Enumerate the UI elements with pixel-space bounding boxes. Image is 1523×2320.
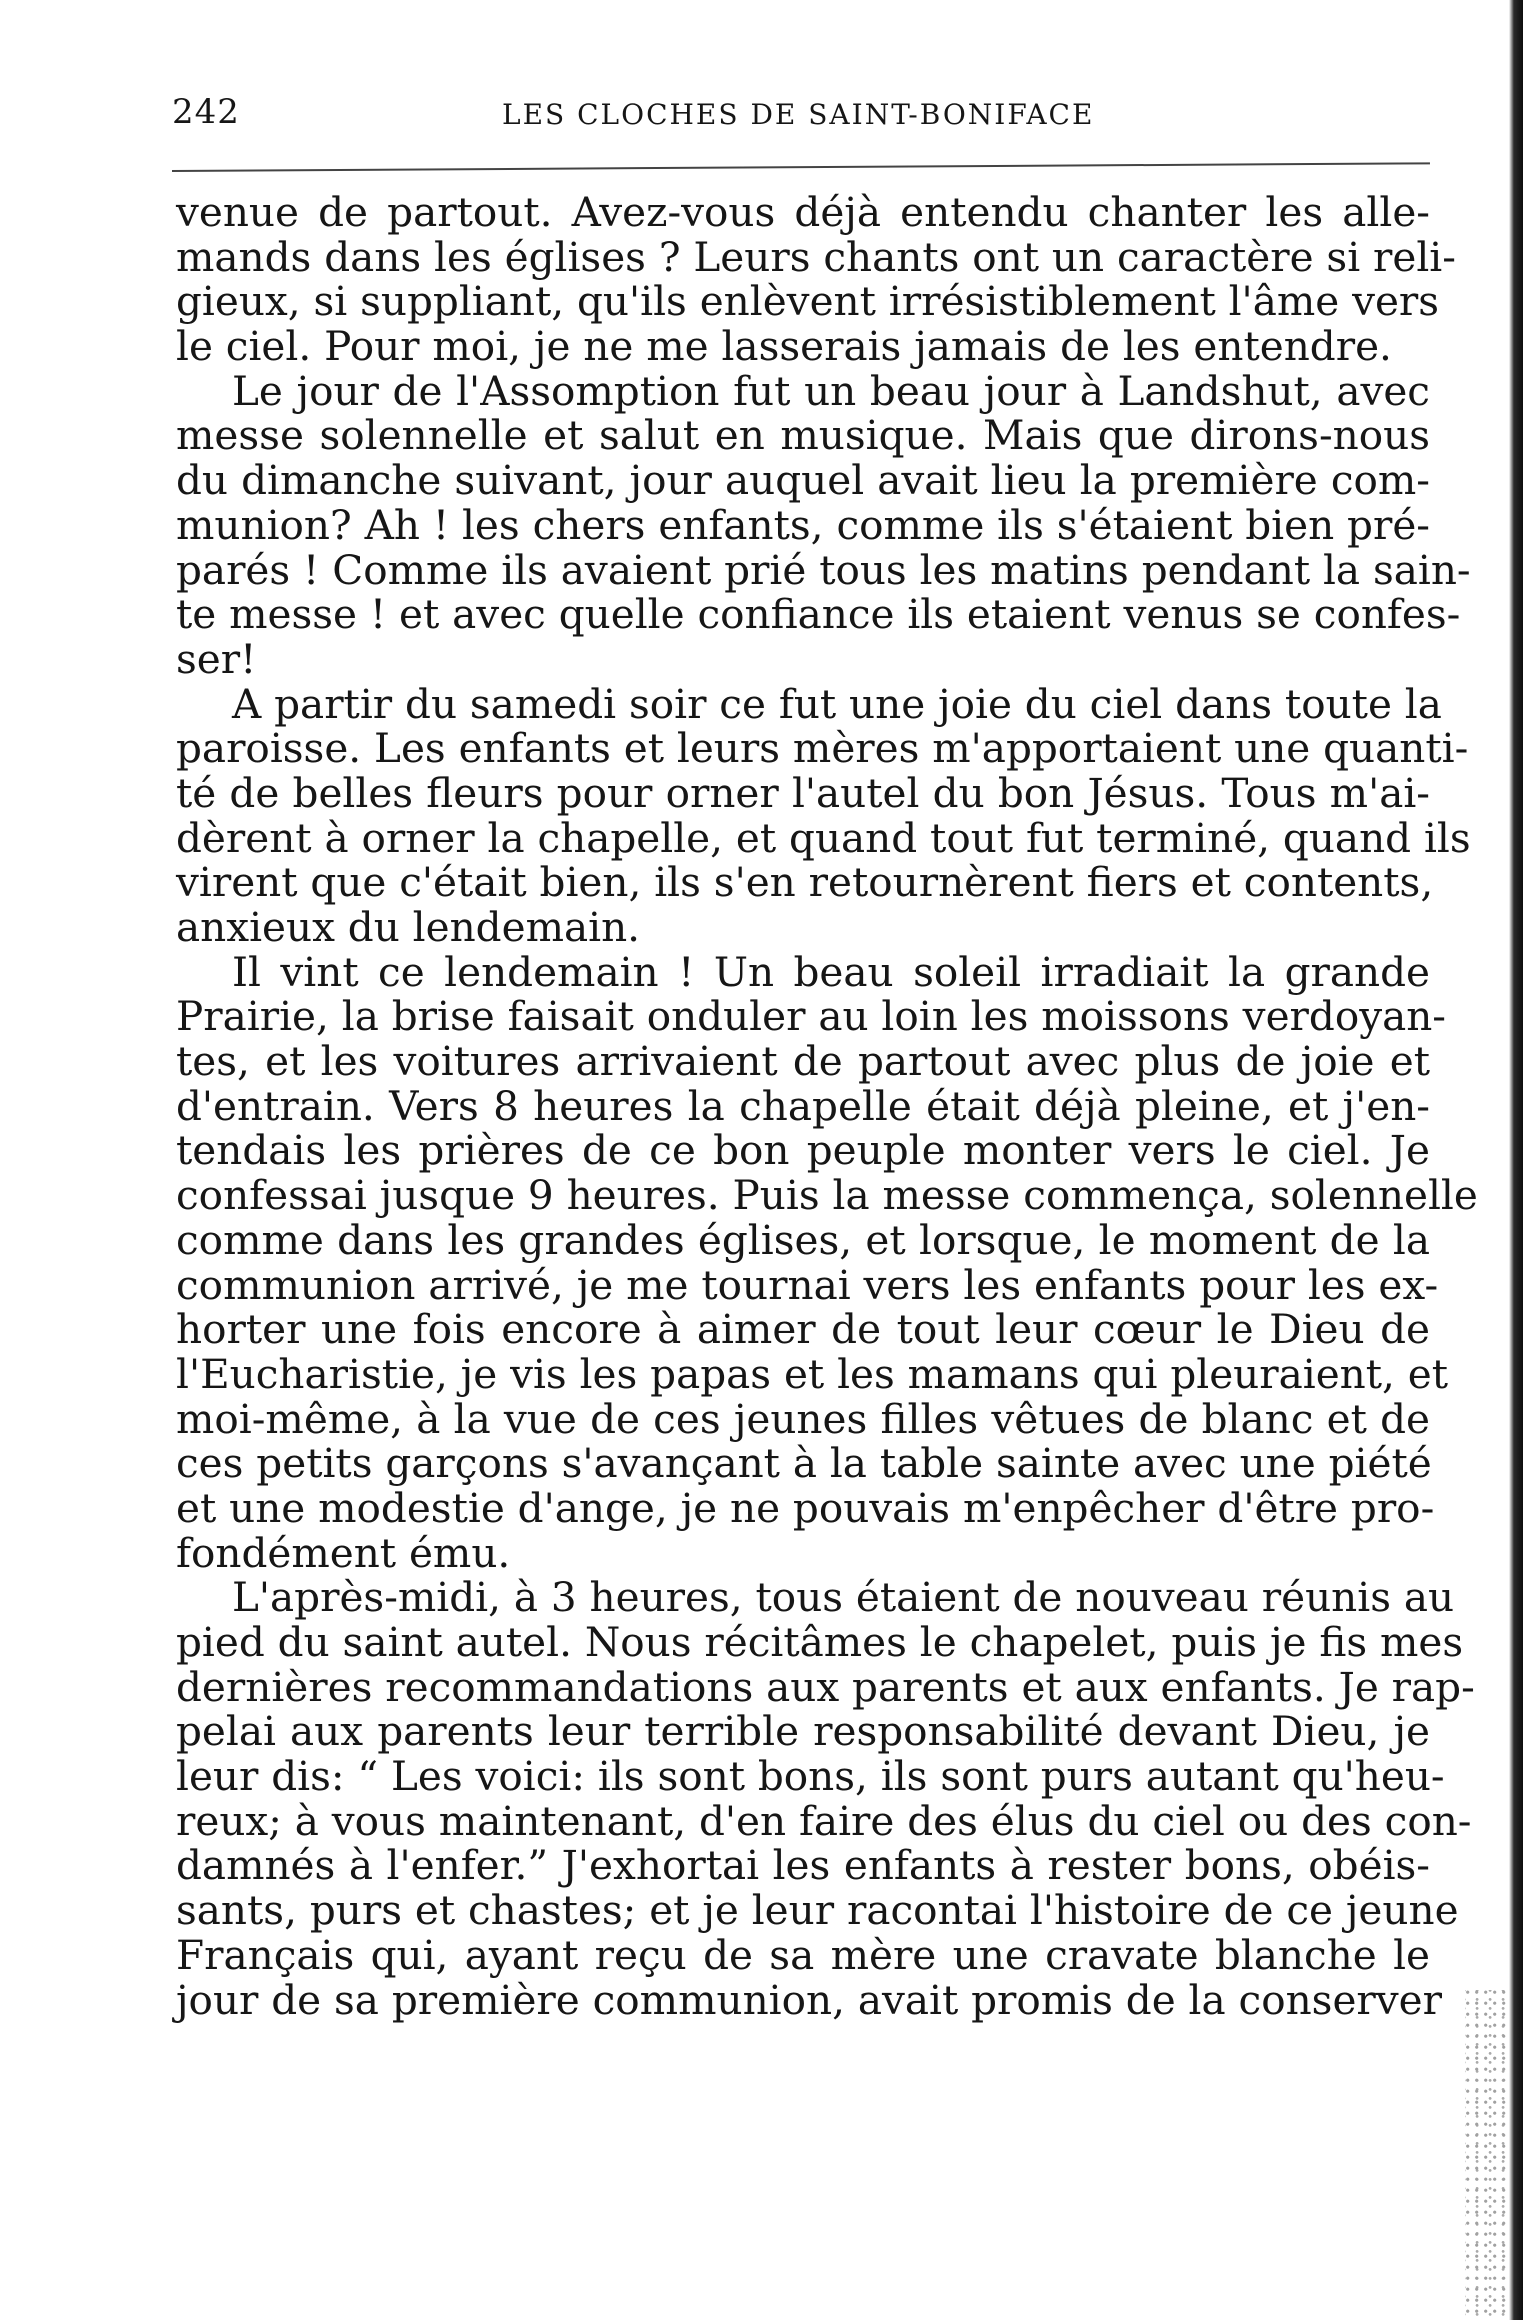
text-line: messe solennelle et salut en musique. Mais que dirons-nous bbox=[176, 411, 1430, 460]
body-text bbox=[176, 188, 1478, 2024]
text-line: d'entrain. Vers 8 heures la chapelle était déjà pleine, et j'en- bbox=[176, 1081, 1430, 1130]
text-line: paroisse. Les enfants et leurs mères m'apportaient une quanti- bbox=[176, 724, 1469, 773]
text-line: communion arrivé, je me tournai vers les enfants pour les ex- bbox=[176, 1260, 1439, 1309]
text-line: du dimanche suivant, jour auquel avait lieu la première com- bbox=[176, 456, 1430, 505]
text-line: mands dans les églises ? Leurs chants ont un caractère si reli- bbox=[176, 232, 1456, 281]
header-rule bbox=[172, 162, 1430, 172]
text-line: gieux, si suppliant, qu'ils enlèvent irrésistiblement l'âme vers bbox=[176, 277, 1440, 326]
text-line: l'Eucharistie, je vis les papas et les mamans qui pleuraient, et bbox=[176, 1349, 1449, 1398]
page-edge-speckle bbox=[1465, 1990, 1509, 2320]
page-edge-shadow bbox=[1509, 0, 1523, 2320]
text-line: le ciel. Pour moi, je ne me lasserais jamais de les entendre. bbox=[176, 322, 1392, 371]
text-line: L'après-midi, à 3 heures, tous étaient de nouveau réunis au bbox=[232, 1573, 1455, 1622]
text-line: Il vint ce lendemain ! Un beau soleil irradiait la grande bbox=[232, 947, 1430, 996]
page-number: 242 bbox=[172, 92, 240, 132]
text-line: damnés à l'enfer.” J'exhortai les enfants à rester bons, obéis- bbox=[176, 1841, 1430, 1890]
text-line: tes, et les voitures arrivaient de partout avec plus de joie et bbox=[176, 1037, 1430, 1086]
text-line: ces petits garçons s'avançant à la table sainte avec une piété bbox=[176, 1439, 1432, 1488]
text-line: confessai jusque 9 heures. Puis la messe commença, solennelle bbox=[176, 1171, 1478, 1220]
text-line: tendais les prières de ce bon peuple monter vers le ciel. Je bbox=[176, 1126, 1430, 1175]
text-line: Le jour de l'Assomption fut un beau jour à Landshut, avec bbox=[232, 366, 1430, 415]
text-line: jour de sa première communion, avait promis de la conserver bbox=[176, 1975, 1442, 2024]
text-line: parés ! Comme ils avaient prié tous les matins pendant la sain- bbox=[176, 545, 1471, 594]
running-title: LES CLOCHES DE SAINT-BONIFACE bbox=[502, 98, 1095, 131]
text-line: anxieux du lendemain. bbox=[176, 903, 641, 951]
text-line: te messe ! et avec quelle confiance ils etaient venus se confes- bbox=[176, 590, 1461, 639]
text-line: pied du saint autel. Nous récitâmes le chapelet, puis je fis mes bbox=[176, 1618, 1464, 1666]
text-line: horter une fois encore à aimer de tout leur cœur le Dieu de bbox=[176, 1305, 1430, 1354]
text-line: pelai aux parents leur terrible responsabilité devant Dieu, je bbox=[176, 1707, 1430, 1756]
text-line: et une modestie d'ange, je ne pouvais m'enpêcher d'être pro- bbox=[176, 1483, 1435, 1532]
text-line: venue de partout. Avez-vous déjà entendu chanter les alle- bbox=[176, 188, 1430, 236]
text-line: ser! bbox=[176, 634, 257, 683]
text-line: A partir du samedi soir ce fut une joie du ciel dans toute la bbox=[232, 679, 1442, 728]
text-line: Prairie, la brise faisait onduler au loin les moissons verdoyan- bbox=[176, 992, 1446, 1041]
text-line: comme dans les grandes églises, et lorsque, le moment de la bbox=[176, 1215, 1430, 1264]
page-header bbox=[172, 92, 1430, 144]
text-line: fondément ému. bbox=[176, 1528, 511, 1577]
text-line: leur dis: “ Les voici: ils sont bons, ils sont purs autant qu'heu- bbox=[176, 1752, 1445, 1801]
text-line: sants, purs et chastes; et je leur racontai l'histoire de ce jeune bbox=[176, 1886, 1459, 1935]
text-line: Français qui, ayant reçu de sa mère une cravate blanche le bbox=[176, 1930, 1430, 1979]
text-line: dernières recommandations aux parents et aux enfants. Je rap- bbox=[176, 1662, 1475, 1711]
text-line: dèrent à orner la chapelle, et quand tout fut terminé, quand ils bbox=[176, 813, 1471, 862]
text-line: té de belles fleurs pour orner l'autel du bon Jésus. Tous m'ai- bbox=[176, 768, 1430, 817]
text-line: munion? Ah ! les chers enfants, comme ils s'étaient bien pré- bbox=[176, 500, 1430, 549]
text-line: moi-même, à la vue de ces jeunes filles vêtues de blanc et de bbox=[176, 1394, 1430, 1443]
text-line: reux; à vous maintenant, d'en faire des élus du ciel ou des con- bbox=[176, 1796, 1472, 1845]
text-line: virent que c'était bien, ils s'en retournèrent fiers et contents, bbox=[176, 858, 1434, 907]
